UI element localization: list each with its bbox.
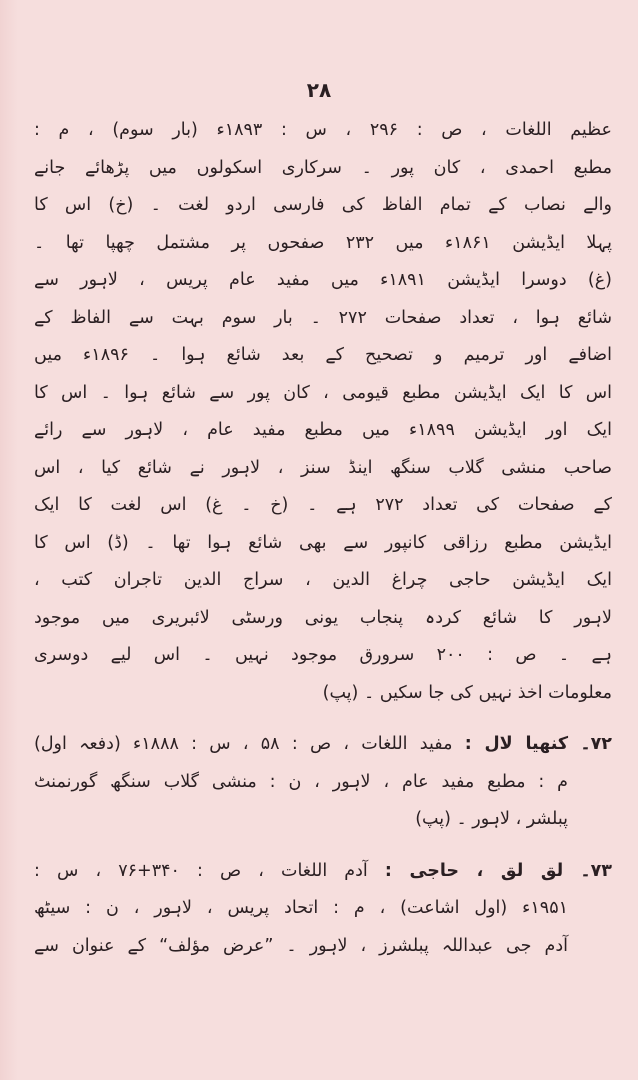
entry-spacer <box>34 839 612 853</box>
text-line: معلومات اخذ نہیں کی جا سکیں ۔ (پپ) <box>322 682 612 703</box>
text-line: ایک اور ایڈیشن ۱۸۹۹ء میں مطبع مفید عام ، لاہور سے رائے <box>34 420 612 440</box>
text-line: (غ) دوسرا ایڈیشن ۱۸۹۱ء میں مفید عام پریس ، لاہور سے <box>34 270 612 290</box>
text-line: ہے ۔ ص : ۲۰۰ سرورق موجود نہیں ۔ اس لیے دوسری <box>34 645 612 665</box>
entry-spacer <box>34 712 612 726</box>
text-line: ایڈیشن مطبع رزاقی کانپور سے بھی شائع ہوا تھا ۔ (ڈ) اس کا <box>34 532 612 553</box>
text-line: والے نصاب کے تمام الفاظ کی فارسی اردو لغت ۔ (خ) اس کا <box>34 195 612 215</box>
text-line: آدم جی عبداللہ پبلشرز ، لاہور ۔ ”عرض مؤلف“ کے عنوان سے <box>34 935 568 956</box>
entry-number: ۷۳۔ <box>580 860 612 881</box>
text-line: پبلشر ، لاہور ۔ (پپ) <box>415 809 568 829</box>
text-line: مطبع احمدی ، کان پور ۔ سرکاری اسکولوں میں پڑھائے جانے <box>34 157 612 178</box>
entry-text: آدم اللغات ، ص : ۳۴۰+۷۶ ، س : <box>34 860 368 881</box>
text-line: شائع ہوا ، تعداد صفحات ۲۷۲ ۔ بار سوم بہت سے الفاظ کے <box>34 307 612 328</box>
entry-73-first-line <box>34 853 612 891</box>
text-line: م : مطبع مفید عام ، لاہور ، ن : منشی گلاب سنگھ گورنمنٹ <box>34 771 568 792</box>
page-number: ۲۸ <box>306 78 332 102</box>
text-line: پہلا ایڈیشن ۱۸۶۱ء میں ۲۳۲ صفحوں پر مشتمل چھپا تھا ۔ <box>34 232 612 253</box>
entry-number: ۷۲۔ <box>580 734 612 754</box>
entry-text: مفید اللغات ، ص : ۵۸ ، س : ۱۸۸۸ء (دفعہ اول) <box>34 734 453 754</box>
entry-72-first-line <box>34 726 612 764</box>
text-line: ایک ایڈیشن حاجی چراغ الدین ، سراج الدین تاجران کتب ، <box>34 570 612 590</box>
text-line: اضافے اور ترمیم و تصحیح کے بعد شائع ہوا ۔ ۱۸۹۶ء میں <box>34 345 612 365</box>
text-line: کے صفحات کی تعداد ۲۷۲ ہے ۔ (خ ۔ غ) اس لغت کا ایک <box>34 495 612 515</box>
text-line: لاہور کا شائع کردہ پنجاب یونی ورسٹی لائبریری میں موجود <box>34 607 612 628</box>
text-line: عظیم اللغات ، ص : ۲۹۶ ، س : ۱۸۹۳ء (بار سوم) ، م : <box>34 120 612 140</box>
text-line: ۱۹۵۱ء (اول اشاعت) ، م : اتحاد پریس ، لاہور ، ن : سیٹھ <box>34 898 568 918</box>
entry-author: لق لق ، حاجی : <box>384 860 564 881</box>
entry-author: کنھیا لال : <box>464 734 569 754</box>
text-line: صاحب منشی گلاب سنگھ اینڈ سنز ، لاہور نے شائع کیا ، اس <box>34 457 612 478</box>
text-line: اس کا ایک ایڈیشن مطبع قیومی ، کان پور سے شائع ہوا ۔ اس کا <box>34 382 612 403</box>
page-body <box>34 112 612 965</box>
